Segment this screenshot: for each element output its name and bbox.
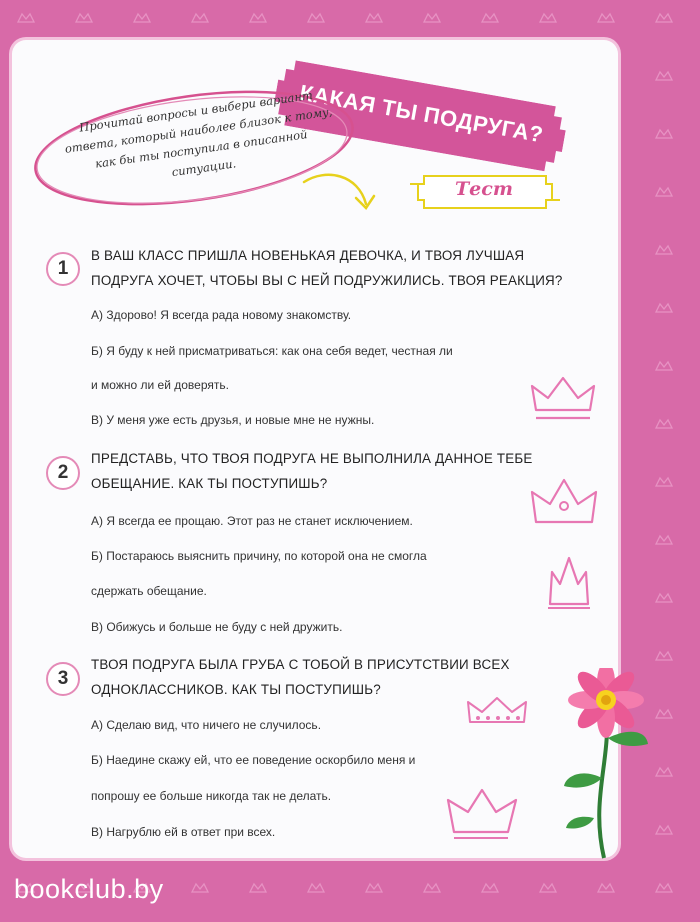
answer-option: А) Я всегда ее прощаю. Этот раз не станет исключением.: [91, 514, 413, 528]
question-number-badge: 2: [46, 456, 80, 490]
crown-icon: [530, 476, 598, 532]
answer-option: В) Нагрублю ей в ответ при всех.: [91, 825, 276, 839]
intro-instructions: Прочитай вопросы и выбери вариант ответа, который наиболее близок к тому, как бы ты поступила в описанной ситуации.: [64, 87, 334, 180]
answer-option: попрошу ее больше никогда так не делать.: [91, 789, 332, 803]
arrow-doodle: [296, 168, 386, 218]
answer-option: В) У меня уже есть друзья, и новые мне не нужны.: [91, 413, 375, 427]
question-line: ПРЕДСТАВЬ, ЧТО ТВОЯ ПОДРУГА НЕ ВЫПОЛНИЛА ДАННОЕ ТЕБЕ: [91, 451, 533, 466]
page-title: КАКАЯ ТЫ ПОДРУГА?: [297, 79, 546, 148]
question-line: ОДНОКЛАССНИКОВ. КАК ТЫ ПОСТУПИШЬ?: [91, 682, 381, 697]
question-line: ОБЕЩАНИЕ. КАК ТЫ ПОСТУПИШЬ?: [91, 476, 328, 491]
crown-icon: [528, 372, 598, 424]
answer-option: сдержать обещание.: [91, 584, 207, 598]
question-line: В ВАШ КЛАСС ПРИШЛА НОВЕНЬКАЯ ДЕВОЧКА, И ТВОЯ ЛУЧШАЯ: [91, 248, 525, 263]
answer-option: Б) Наедине скажу ей, что ее поведение оскорбило меня и: [91, 753, 416, 767]
question-line: ТВОЯ ПОДРУГА БЫЛА ГРУБА С ТОБОЙ В ПРИСУТСТВИИ ВСЕХ: [91, 657, 510, 672]
crown-icon: [464, 694, 530, 730]
flower-illustration: [548, 668, 688, 868]
crown-icon: [444, 784, 518, 842]
question-number-badge: 1: [46, 252, 80, 286]
question-text: [91, 652, 611, 702]
crown-icon: [544, 554, 594, 612]
answer-option: А) Сделаю вид, что ничего не случилось.: [91, 718, 322, 732]
footer-watermark: bookclub.by: [14, 874, 164, 904]
answer-option: Б) Постараюсь выяснить причину, по которой она не смогла: [91, 549, 427, 563]
question-line: ПОДРУГА ХОЧЕТ, ЧТОБЫ ВЫ С НЕЙ ПОДРУЖИЛИСЬ. ТВОЯ РЕАКЦИЯ?: [91, 273, 563, 288]
answer-option: Б) Я буду к ней присматриваться: как она себя ведет, честная ли: [91, 344, 453, 358]
question-number-badge: 3: [46, 662, 80, 696]
question-text: [91, 243, 611, 293]
test-label: Тест: [455, 178, 513, 200]
answer-option: В) Обижусь и больше не буду с ней дружить.: [91, 620, 343, 634]
answer-option: А) Здорово! Я всегда рада новому знакомству.: [91, 308, 352, 322]
answer-option: и можно ли ей доверять.: [91, 378, 229, 392]
